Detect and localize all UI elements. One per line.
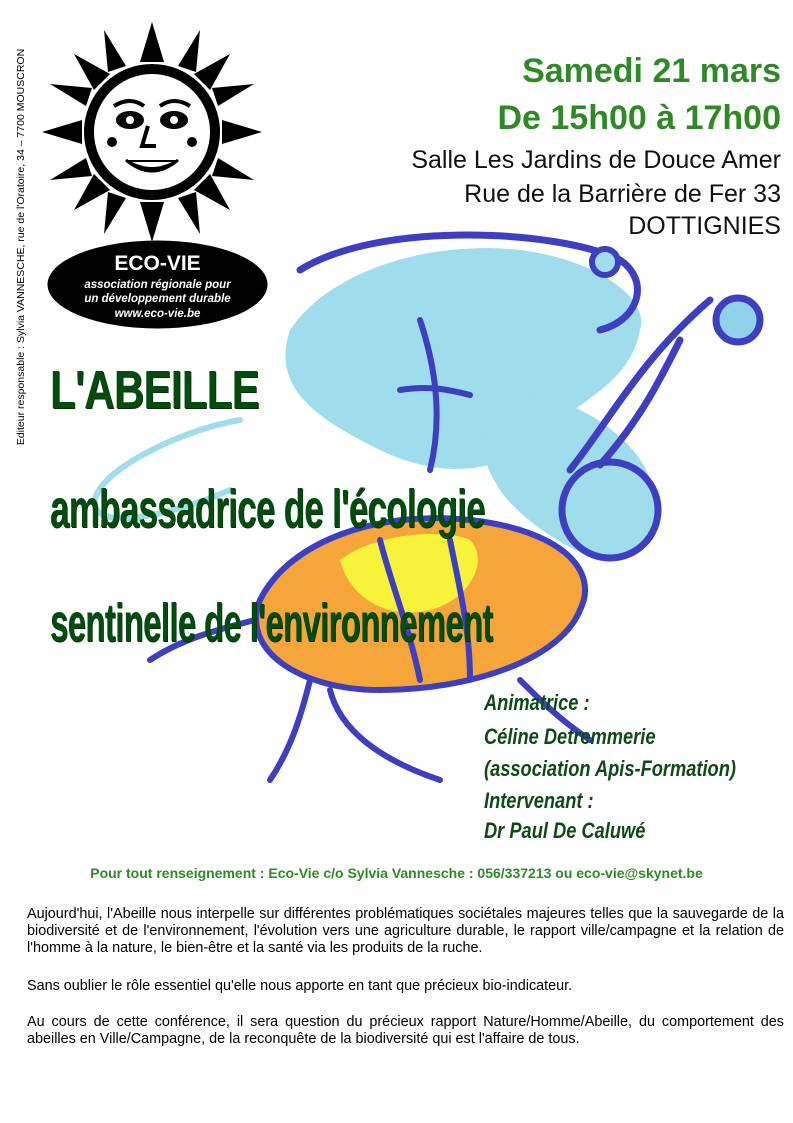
animatrice-label: Animatrice : bbox=[484, 690, 590, 715]
publisher-credit: Editeur responsable : Sylvia VANNESCHE, rue de l'Oratoire, 34 – 7700 MOUSCRON bbox=[15, 48, 27, 446]
headline-subtitle-1: ambassadrice de l'écologie bbox=[50, 479, 485, 539]
intervenant-label: Intervenant : bbox=[484, 788, 594, 813]
sun-face-icon bbox=[42, 22, 262, 242]
venue-city: DOTTIGNIES bbox=[628, 212, 781, 240]
logo-tagline-1: association régionale pour bbox=[84, 279, 231, 291]
animatrice-organisation: (association Apis-Formation) bbox=[484, 756, 736, 781]
logo-name: ECO-VIE bbox=[114, 252, 201, 275]
bee-head bbox=[562, 462, 658, 558]
intervenant-name: Dr Paul De Caluwé bbox=[484, 818, 646, 843]
venue-name: Salle Les Jardins de Douce Amer bbox=[411, 146, 781, 174]
bee-antenna-tip-2 bbox=[716, 298, 760, 342]
body-paragraph-1: Aujourd'hui, l'Abeille nous interpelle sur différentes problématiques sociétales majeures telles que la sauvegarde de la biodiversité et de l'environnement, l'évolution vers une agriculture durable, le rapport ville/campagne et la relation de l'homme à la nature, le bien-être et la santé via les produits de la ruche. bbox=[27, 906, 784, 956]
bee-leg-2 bbox=[330, 690, 440, 780]
headline-subtitle-2: sentinelle de l'environnement bbox=[50, 593, 493, 653]
event-time: De 15h00 à 17h00 bbox=[497, 99, 781, 137]
headline-title: L'ABEILLE bbox=[50, 360, 259, 420]
body-paragraph-3: Au cours de cette conférence, il sera question du précieux rapport Nature/Homme/Abeille, du comportement des abeilles en Ville/Campagne, de la reconquête de la biodiversité qui est l'affaire de tous. bbox=[27, 1014, 784, 1047]
event-date: Samedi 21 mars bbox=[522, 52, 781, 90]
bee-antenna-tip-1 bbox=[592, 249, 618, 275]
contact-info: Pour tout renseignement : Eco-Vie c/o Sylvia Vannesche : 056/337213 ou eco-vie@skynet.be bbox=[90, 865, 703, 881]
logo-website: www.eco-vie.be bbox=[114, 308, 201, 320]
animatrice-name: Céline Detremmerie bbox=[484, 724, 656, 749]
bee-leg-1 bbox=[270, 680, 310, 780]
body-paragraph-2: Sans oublier le rôle essentiel qu'elle nous apporte en tant que précieux bio-indicateur. bbox=[27, 978, 573, 994]
logo-tagline-2: un développement durable bbox=[84, 293, 231, 305]
eco-vie-logo bbox=[46, 239, 269, 330]
venue-street: Rue de la Barrière de Fer 33 bbox=[464, 180, 781, 208]
